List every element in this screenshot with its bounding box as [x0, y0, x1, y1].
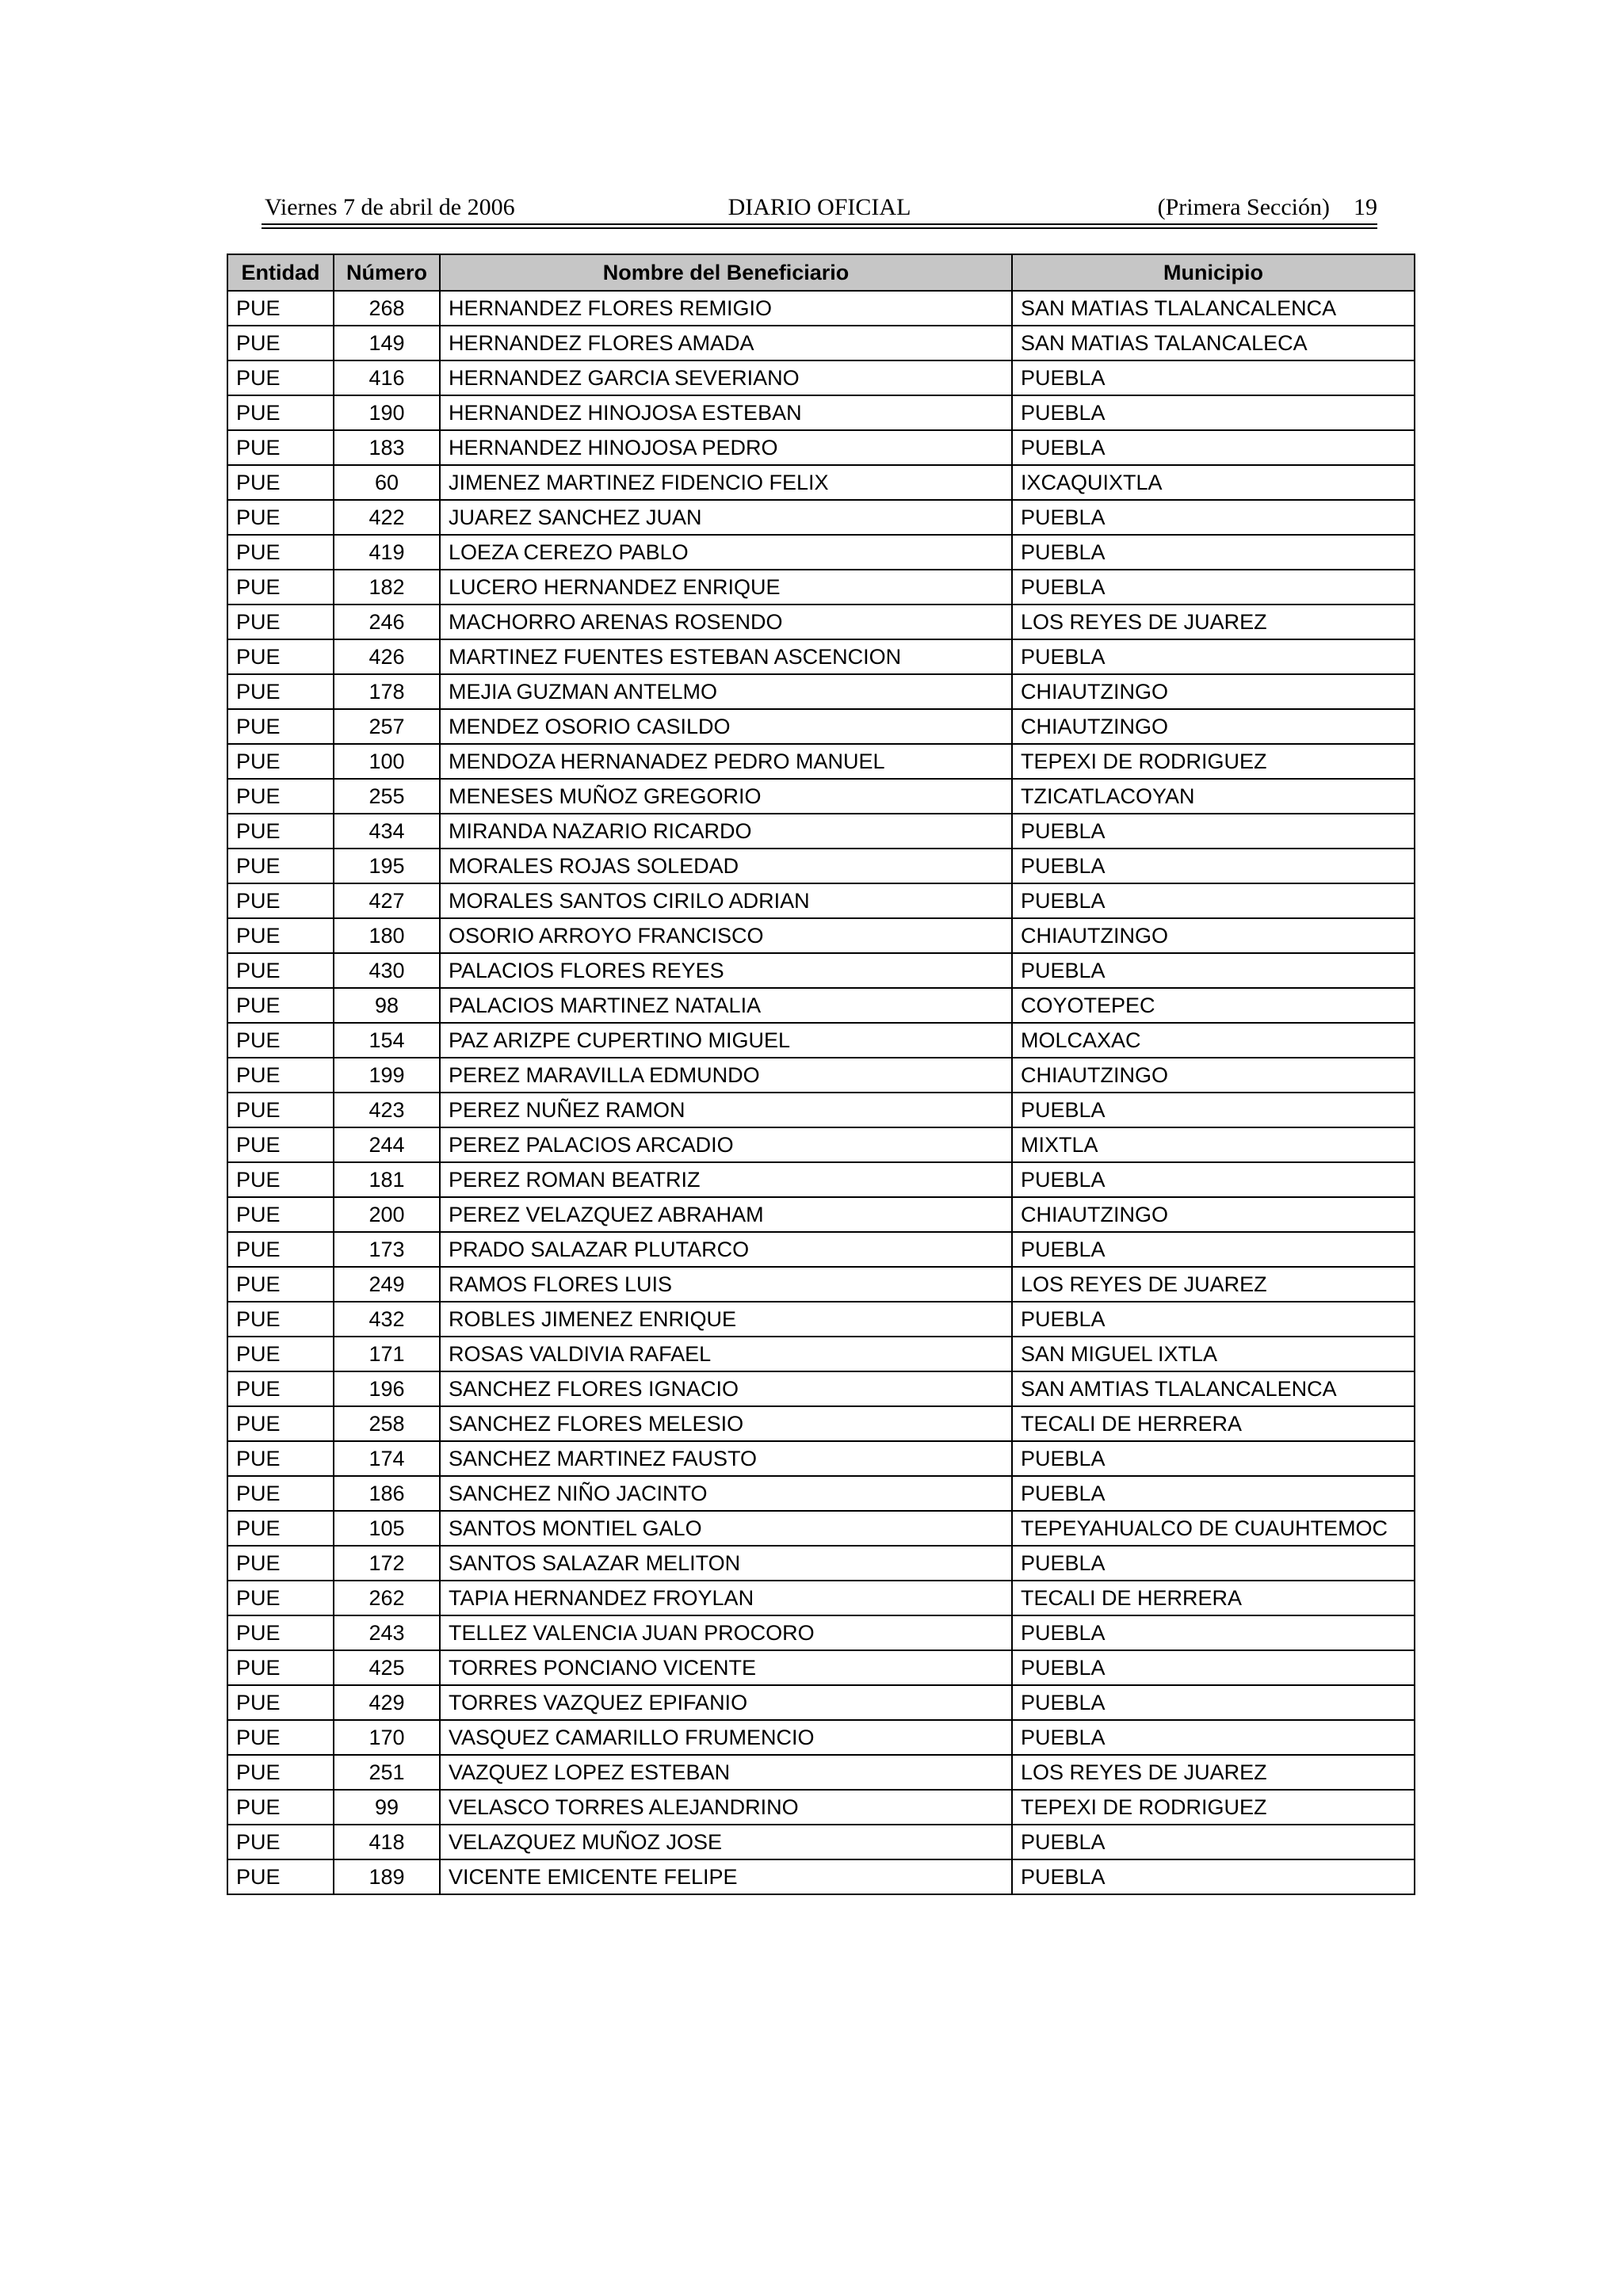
column-header-entidad: Entidad	[227, 254, 334, 291]
cell-numero: 422	[334, 500, 440, 535]
table-row	[227, 709, 1415, 744]
cell-entidad: PUE	[227, 1023, 334, 1058]
cell-nombre: HERNANDEZ GARCIA SEVERIANO	[440, 360, 1012, 395]
table-row	[227, 1581, 1415, 1615]
cell-entidad: PUE	[227, 1581, 334, 1615]
cell-municipio: PUEBLA	[1012, 1093, 1415, 1127]
cell-entidad: PUE	[227, 1546, 334, 1581]
cell-entidad: PUE	[227, 814, 334, 849]
cell-municipio: SAN AMTIAS TLALANCALENCA	[1012, 1371, 1415, 1406]
cell-numero: 427	[334, 883, 440, 918]
table-row	[227, 395, 1415, 430]
cell-municipio: TZICATLACOYAN	[1012, 779, 1415, 814]
table-row	[227, 1511, 1415, 1546]
table-row	[227, 570, 1415, 605]
cell-entidad: PUE	[227, 1162, 334, 1197]
cell-municipio: PUEBLA	[1012, 883, 1415, 918]
table-row	[227, 430, 1415, 465]
cell-numero: 199	[334, 1058, 440, 1093]
cell-numero: 257	[334, 709, 440, 744]
table-row	[227, 465, 1415, 500]
cell-nombre: SANTOS SALAZAR MELITON	[440, 1546, 1012, 1581]
cell-nombre: PAZ ARIZPE CUPERTINO MIGUEL	[440, 1023, 1012, 1058]
cell-entidad: PUE	[227, 1441, 334, 1476]
cell-entidad: PUE	[227, 953, 334, 988]
table-row	[227, 1546, 1415, 1581]
cell-municipio: PUEBLA	[1012, 570, 1415, 605]
table-row	[227, 1685, 1415, 1720]
table-row	[227, 1302, 1415, 1337]
table-row	[227, 1232, 1415, 1267]
cell-numero: 255	[334, 779, 440, 814]
cell-entidad: PUE	[227, 1720, 334, 1755]
cell-entidad: PUE	[227, 1790, 334, 1825]
cell-numero: 196	[334, 1371, 440, 1406]
cell-nombre: PALACIOS FLORES REYES	[440, 953, 1012, 988]
cell-entidad: PUE	[227, 395, 334, 430]
cell-nombre: HERNANDEZ FLORES AMADA	[440, 326, 1012, 360]
cell-municipio: PUEBLA	[1012, 1685, 1415, 1720]
cell-numero: 195	[334, 849, 440, 883]
cell-entidad: PUE	[227, 430, 334, 465]
cell-municipio: PUEBLA	[1012, 1162, 1415, 1197]
cell-nombre: MENESES MUÑOZ GREGORIO	[440, 779, 1012, 814]
cell-municipio: TECALI DE HERRERA	[1012, 1581, 1415, 1615]
cell-entidad: PUE	[227, 500, 334, 535]
page-header	[262, 190, 1377, 225]
cell-municipio: PUEBLA	[1012, 814, 1415, 849]
table-row	[227, 1406, 1415, 1441]
cell-numero: 416	[334, 360, 440, 395]
cell-numero: 262	[334, 1581, 440, 1615]
cell-numero: 181	[334, 1162, 440, 1197]
table-row	[227, 291, 1415, 326]
header-rule-top	[262, 223, 1377, 225]
cell-municipio: PUEBLA	[1012, 1441, 1415, 1476]
cell-numero: 432	[334, 1302, 440, 1337]
cell-municipio: SAN MATIAS TLALANCALENCA	[1012, 291, 1415, 326]
cell-numero: 418	[334, 1825, 440, 1859]
cell-nombre: MIRANDA NAZARIO RICARDO	[440, 814, 1012, 849]
table-row	[227, 849, 1415, 883]
cell-municipio: MOLCAXAC	[1012, 1023, 1415, 1058]
cell-nombre: VELAZQUEZ MUÑOZ JOSE	[440, 1825, 1012, 1859]
cell-nombre: VICENTE EMICENTE FELIPE	[440, 1859, 1012, 1894]
cell-numero: 186	[334, 1476, 440, 1511]
table-row	[227, 1441, 1415, 1476]
cell-numero: 200	[334, 1197, 440, 1232]
cell-entidad: PUE	[227, 1058, 334, 1093]
cell-municipio: PUEBLA	[1012, 395, 1415, 430]
column-header-nombre: Nombre del Beneficiario	[440, 254, 1012, 291]
cell-nombre: TELLEZ VALENCIA JUAN PROCORO	[440, 1615, 1012, 1650]
header-publication-title: DIARIO OFICIAL	[727, 194, 911, 220]
table-row	[227, 674, 1415, 709]
cell-numero: 189	[334, 1859, 440, 1894]
table-row	[227, 360, 1415, 395]
cell-nombre: LOEZA CEREZO PABLO	[440, 535, 1012, 570]
cell-numero: 423	[334, 1093, 440, 1127]
cell-entidad: PUE	[227, 1232, 334, 1267]
cell-nombre: SANTOS MONTIEL GALO	[440, 1511, 1012, 1546]
cell-entidad: PUE	[227, 570, 334, 605]
cell-nombre: MENDOZA HERNANADEZ PEDRO MANUEL	[440, 744, 1012, 779]
cell-nombre: SANCHEZ FLORES IGNACIO	[440, 1371, 1012, 1406]
cell-numero: 174	[334, 1441, 440, 1476]
table-row	[227, 1650, 1415, 1685]
cell-numero: 105	[334, 1511, 440, 1546]
cell-nombre: JUAREZ SANCHEZ JUAN	[440, 500, 1012, 535]
cell-nombre: TORRES PONCIANO VICENTE	[440, 1650, 1012, 1685]
table-row	[227, 744, 1415, 779]
cell-entidad: PUE	[227, 1825, 334, 1859]
cell-entidad: PUE	[227, 744, 334, 779]
cell-municipio: SAN MATIAS TALANCALECA	[1012, 326, 1415, 360]
cell-nombre: SANCHEZ MARTINEZ FAUSTO	[440, 1441, 1012, 1476]
cell-nombre: PEREZ VELAZQUEZ ABRAHAM	[440, 1197, 1012, 1232]
table-row	[227, 814, 1415, 849]
cell-entidad: PUE	[227, 1093, 334, 1127]
cell-municipio: PUEBLA	[1012, 1476, 1415, 1511]
cell-entidad: PUE	[227, 326, 334, 360]
cell-municipio: SAN MIGUEL IXTLA	[1012, 1337, 1415, 1371]
table-row	[227, 500, 1415, 535]
cell-entidad: PUE	[227, 779, 334, 814]
cell-nombre: RAMOS FLORES LUIS	[440, 1267, 1012, 1302]
cell-numero: 178	[334, 674, 440, 709]
cell-entidad: PUE	[227, 360, 334, 395]
cell-entidad: PUE	[227, 1755, 334, 1790]
cell-nombre: MENDEZ OSORIO CASILDO	[440, 709, 1012, 744]
cell-nombre: SANCHEZ FLORES MELESIO	[440, 1406, 1012, 1441]
table-row	[227, 1337, 1415, 1371]
cell-numero: 149	[334, 326, 440, 360]
cell-nombre: MORALES ROJAS SOLEDAD	[440, 849, 1012, 883]
cell-nombre: TORRES VAZQUEZ EPIFANIO	[440, 1685, 1012, 1720]
cell-municipio: PUEBLA	[1012, 1720, 1415, 1755]
column-header-municipio: Municipio	[1012, 254, 1415, 291]
cell-entidad: PUE	[227, 1476, 334, 1511]
table-row	[227, 605, 1415, 639]
cell-numero: 246	[334, 605, 440, 639]
cell-municipio: TEPEYAHUALCO DE CUAUHTEMOC	[1012, 1511, 1415, 1546]
cell-numero: 171	[334, 1337, 440, 1371]
table-row	[227, 1790, 1415, 1825]
cell-entidad: PUE	[227, 605, 334, 639]
cell-nombre: PEREZ NUÑEZ RAMON	[440, 1093, 1012, 1127]
table-row	[227, 639, 1415, 674]
cell-nombre: HERNANDEZ HINOJOSA PEDRO	[440, 430, 1012, 465]
cell-nombre: HERNANDEZ FLORES REMIGIO	[440, 291, 1012, 326]
table-row	[227, 1162, 1415, 1197]
cell-entidad: PUE	[227, 1197, 334, 1232]
cell-entidad: PUE	[227, 918, 334, 953]
cell-municipio: PUEBLA	[1012, 953, 1415, 988]
header-rule-bottom	[262, 227, 1377, 229]
cell-municipio: LOS REYES DE JUAREZ	[1012, 1755, 1415, 1790]
table-row	[227, 1825, 1415, 1859]
cell-municipio: PUEBLA	[1012, 1546, 1415, 1581]
cell-municipio: CHIAUTZINGO	[1012, 1058, 1415, 1093]
table-row	[227, 1127, 1415, 1162]
cell-entidad: PUE	[227, 1511, 334, 1546]
cell-nombre: TAPIA HERNANDEZ FROYLAN	[440, 1581, 1012, 1615]
cell-municipio: CHIAUTZINGO	[1012, 1197, 1415, 1232]
cell-municipio: PUEBLA	[1012, 1615, 1415, 1650]
cell-numero: 430	[334, 953, 440, 988]
cell-numero: 172	[334, 1546, 440, 1581]
cell-numero: 251	[334, 1755, 440, 1790]
cell-municipio: PUEBLA	[1012, 360, 1415, 395]
cell-municipio: MIXTLA	[1012, 1127, 1415, 1162]
cell-municipio: COYOTEPEC	[1012, 988, 1415, 1023]
table-row	[227, 1023, 1415, 1058]
cell-nombre: SANCHEZ NIÑO JACINTO	[440, 1476, 1012, 1511]
table-row	[227, 1058, 1415, 1093]
cell-numero: 426	[334, 639, 440, 674]
table-row	[227, 988, 1415, 1023]
cell-entidad: PUE	[227, 1267, 334, 1302]
table-row	[227, 779, 1415, 814]
table-row	[227, 1197, 1415, 1232]
cell-nombre: OSORIO ARROYO FRANCISCO	[440, 918, 1012, 953]
table-row	[227, 1720, 1415, 1755]
cell-numero: 180	[334, 918, 440, 953]
cell-nombre: PEREZ MARAVILLA EDMUNDO	[440, 1058, 1012, 1093]
table-row	[227, 953, 1415, 988]
cell-entidad: PUE	[227, 883, 334, 918]
cell-numero: 425	[334, 1650, 440, 1685]
cell-municipio: PUEBLA	[1012, 1650, 1415, 1685]
cell-entidad: PUE	[227, 1650, 334, 1685]
cell-entidad: PUE	[227, 1302, 334, 1337]
table-row	[227, 1859, 1415, 1894]
cell-entidad: PUE	[227, 674, 334, 709]
cell-entidad: PUE	[227, 709, 334, 744]
cell-numero: 249	[334, 1267, 440, 1302]
cell-numero: 429	[334, 1685, 440, 1720]
cell-nombre: LUCERO HERNANDEZ ENRIQUE	[440, 570, 1012, 605]
table-row	[227, 326, 1415, 360]
cell-nombre: VASQUEZ CAMARILLO FRUMENCIO	[440, 1720, 1012, 1755]
table-row	[227, 1476, 1415, 1511]
cell-municipio: CHIAUTZINGO	[1012, 709, 1415, 744]
cell-entidad: PUE	[227, 1371, 334, 1406]
table-row	[227, 1267, 1415, 1302]
cell-numero: 60	[334, 465, 440, 500]
header-page-number: 19	[1354, 194, 1377, 220]
table-row	[227, 1755, 1415, 1790]
cell-entidad: PUE	[227, 1685, 334, 1720]
cell-entidad: PUE	[227, 535, 334, 570]
cell-municipio: PUEBLA	[1012, 1302, 1415, 1337]
cell-numero: 173	[334, 1232, 440, 1267]
cell-municipio: TEPEXI DE RODRIGUEZ	[1012, 744, 1415, 779]
beneficiaries-table	[227, 254, 1415, 1895]
cell-nombre: MACHORRO ARENAS ROSENDO	[440, 605, 1012, 639]
cell-nombre: PRADO SALAZAR PLUTARCO	[440, 1232, 1012, 1267]
cell-municipio: CHIAUTZINGO	[1012, 918, 1415, 953]
table-header-row	[227, 254, 1415, 291]
cell-municipio: PUEBLA	[1012, 1859, 1415, 1894]
header-section	[1158, 190, 1377, 225]
cell-entidad: PUE	[227, 1127, 334, 1162]
cell-nombre: VAZQUEZ LOPEZ ESTEBAN	[440, 1755, 1012, 1790]
cell-nombre: ROBLES JIMENEZ ENRIQUE	[440, 1302, 1012, 1337]
cell-entidad: PUE	[227, 1337, 334, 1371]
cell-municipio: LOS REYES DE JUAREZ	[1012, 1267, 1415, 1302]
cell-nombre: PALACIOS MARTINEZ NATALIA	[440, 988, 1012, 1023]
cell-nombre: MARTINEZ FUENTES ESTEBAN ASCENCION	[440, 639, 1012, 674]
cell-numero: 154	[334, 1023, 440, 1058]
cell-municipio: TECALI DE HERRERA	[1012, 1406, 1415, 1441]
cell-entidad: PUE	[227, 1406, 334, 1441]
cell-nombre: ROSAS VALDIVIA RAFAEL	[440, 1337, 1012, 1371]
table-row	[227, 1615, 1415, 1650]
cell-numero: 244	[334, 1127, 440, 1162]
cell-nombre: MEJIA GUZMAN ANTELMO	[440, 674, 1012, 709]
cell-municipio: TEPEXI DE RODRIGUEZ	[1012, 1790, 1415, 1825]
cell-municipio: PUEBLA	[1012, 1232, 1415, 1267]
cell-numero: 182	[334, 570, 440, 605]
cell-numero: 258	[334, 1406, 440, 1441]
cell-entidad: PUE	[227, 988, 334, 1023]
cell-numero: 243	[334, 1615, 440, 1650]
table-row	[227, 883, 1415, 918]
cell-entidad: PUE	[227, 849, 334, 883]
cell-numero: 99	[334, 1790, 440, 1825]
cell-entidad: PUE	[227, 639, 334, 674]
cell-nombre: MORALES SANTOS CIRILO ADRIAN	[440, 883, 1012, 918]
table-row	[227, 535, 1415, 570]
cell-municipio: CHIAUTZINGO	[1012, 674, 1415, 709]
cell-municipio: LOS REYES DE JUAREZ	[1012, 605, 1415, 639]
cell-entidad: PUE	[227, 1859, 334, 1894]
cell-nombre: PEREZ PALACIOS ARCADIO	[440, 1127, 1012, 1162]
cell-municipio: PUEBLA	[1012, 639, 1415, 674]
cell-numero: 98	[334, 988, 440, 1023]
cell-nombre: JIMENEZ MARTINEZ FIDENCIO FELIX	[440, 465, 1012, 500]
table-row	[227, 918, 1415, 953]
cell-municipio: PUEBLA	[1012, 535, 1415, 570]
table-row	[227, 1371, 1415, 1406]
cell-nombre: VELASCO TORRES ALEJANDRINO	[440, 1790, 1012, 1825]
cell-numero: 170	[334, 1720, 440, 1755]
cell-entidad: PUE	[227, 291, 334, 326]
cell-nombre: PEREZ ROMAN BEATRIZ	[440, 1162, 1012, 1197]
cell-numero: 434	[334, 814, 440, 849]
table-body	[227, 291, 1415, 1894]
cell-entidad: PUE	[227, 465, 334, 500]
cell-municipio: PUEBLA	[1012, 849, 1415, 883]
cell-municipio: PUEBLA	[1012, 430, 1415, 465]
cell-numero: 419	[334, 535, 440, 570]
header-section-label: (Primera Sección)	[1157, 194, 1330, 220]
cell-municipio: IXCAQUIXTLA	[1012, 465, 1415, 500]
cell-municipio: PUEBLA	[1012, 500, 1415, 535]
cell-numero: 100	[334, 744, 440, 779]
cell-numero: 190	[334, 395, 440, 430]
cell-entidad: PUE	[227, 1615, 334, 1650]
header-date: Viernes 7 de abril de 2006	[265, 194, 515, 220]
cell-numero: 183	[334, 430, 440, 465]
cell-numero: 268	[334, 291, 440, 326]
table-row	[227, 1093, 1415, 1127]
cell-municipio: PUEBLA	[1012, 1825, 1415, 1859]
column-header-numero: Número	[334, 254, 440, 291]
cell-nombre: HERNANDEZ HINOJOSA ESTEBAN	[440, 395, 1012, 430]
